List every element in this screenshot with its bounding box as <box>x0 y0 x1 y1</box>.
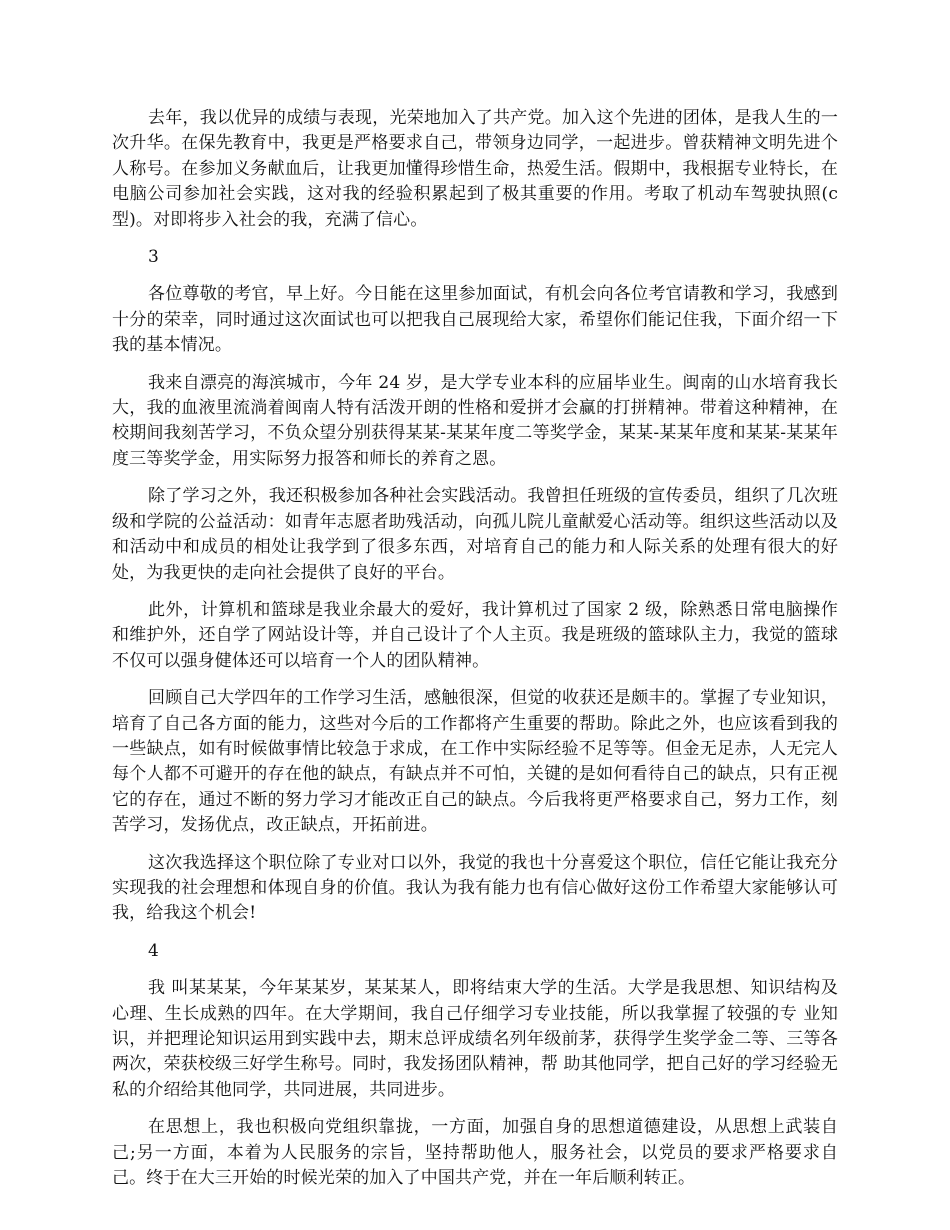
paragraph-ideology: 在思想上，我也积极向党组织靠拢，一方面，加强自身的思想道德建设，从思想上武装自己;另一方面，本着为人民服务的宗旨，坚持帮助他人，服务社会，以党员的要求严格要求自己。终于在大三开始的时候光荣的加入了中国共产党，并在一年后顺利转正。 <box>112 1117 838 1189</box>
paragraph-social-activities: 除了学习之外，我还积极参加各种社会实践活动。我曾担任班级的宣传委员，组织了几次班级和学院的公益活动：如青年志愿者助残活动，向孤儿院儿童献爱心活动等。组织这些活动以及和活动中和成员的相处让我学到了很多东西，对培育自己的能力和人际关系的处理有很大的好处，为我更快的走向社会提供了良好的平台。 <box>112 486 838 583</box>
paragraph-reflection: 回顾自己大学四年的工作学习生活，感触很深，但觉的收获还是颇丰的。掌握了专业知识，培育了自己各方面的能力，这些对今后的工作都将产生重要的帮助。除此之外，也应该看到我的一些缺点，如有时候做事情比较急于求成，在工作中实际经验不足等等。但金无足赤，人无完人每个人都不可避开的存在他的缺点，有缺点并不可怕，关键的是如何看待自己的缺点，只有正视它的存在，通过不断的努力学习才能改正自己的缺点。今后我将更严格要求自己，努力工作，刻苦学习，发扬优点，改正缺点，开拓前进。 <box>112 688 838 836</box>
paragraph-self-intro: 我 叫某某某，今年某某岁，某某某人，即将结束大学的生活。大学是我思想、知识结构及心理、生长成熟的四年。在大学期间，我自己仔细学习专业技能，所以我掌握了较强的专 业知识，并把理论知识运用到实践中去，期末总评成绩名列年级前茅，获得学生奖学金二等、三等各两次，荣获校级三好学生称号。同时，我发扬团队精神，帮 助其他同学，把自己好的学习经验无私的介绍给其他同学，共同进展，共同进步。 <box>112 978 838 1100</box>
section-number-3: 3 <box>148 247 159 268</box>
paragraph-hobbies: 此外，计算机和篮球是我业余最大的爱好，我计算机过了国家 2 级，除熟悉日常电脑操作和维护外，还自学了网站设计等，并自己设计了个人主页。我是班级的篮球队主力，我觉的篮球不仅可以强身健体还可以培育一个人的团队精神。 <box>112 599 838 671</box>
paragraph-greeting: 各位尊敬的考官，早上好。今日能在这里参加面试，有机会向各位考官请教和学习，我感到十分的荣幸，同时通过这次面试也可以把我自己展现给大家，希望你们能记住我，下面介绍一下我的基本情况。 <box>112 284 838 356</box>
paragraph-party-membership: 去年，我以优异的成绩与表现，光荣地加入了共产党。加入这个先进的团体，是我人生的一次升华。在保先教育中，我更是严格要求自己，带领身边同学，一起进步。曾获精神文明先进个人称号。在参加义务献血后，让我更加懂得珍惜生命，热爱生活。假期中，我根据专业特长，在电脑公司参加社会实践，这对我的经验积累起到了极其重要的作用。考取了机动车驾驶执照(c 型)。对即将步入社会的我，充满了信心。 <box>112 108 838 230</box>
paragraph-background: 我来自漂亮的海滨城市，今年 24 岁，是大学专业本科的应届毕业生。闽南的山水培育我长大，我的血液里流淌着闽南人特有活泼开朗的性格和爱拼才会赢的打拼精神。带着这种精神，在校期间我刻苦学习，不负众望分别获得某某-某某年度二等奖学金，某某-某某年度和某某-某某年度三等奖学金，用实际努力报答和师长的养育之恩。 <box>112 372 838 469</box>
paragraph-job-choice: 这次我选择这个职位除了专业对口以外，我觉的我也十分喜爱这个职位，信任它能让我充分实现我的社会理想和体现自身的价值。我认为我有能力也有信心做好这份工作希望大家能够认可我，给我这个机会! <box>112 852 838 924</box>
section-number-4: 4 <box>148 940 159 961</box>
